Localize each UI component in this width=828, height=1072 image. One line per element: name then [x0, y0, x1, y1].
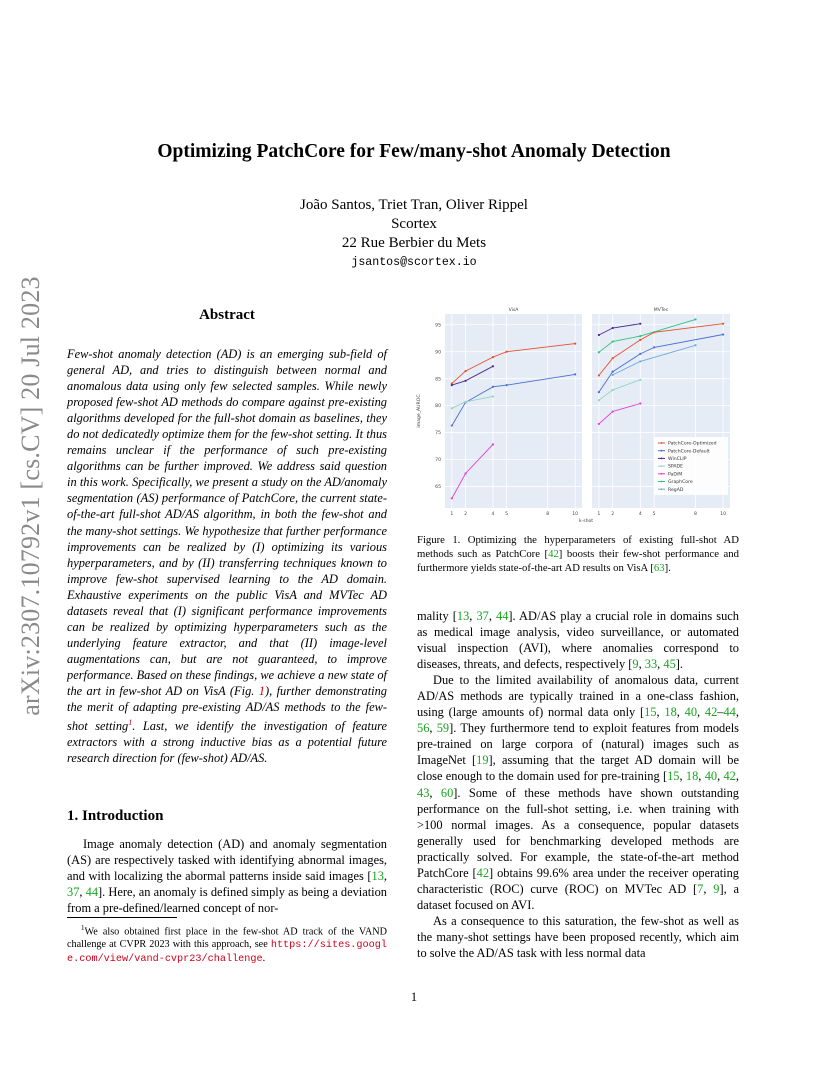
page-number: 1	[410, 990, 418, 1004]
data-point	[612, 389, 614, 391]
text-part: ,	[657, 657, 664, 672]
data-point	[492, 356, 494, 358]
legend-marker	[661, 450, 663, 452]
data-point	[639, 353, 641, 355]
data-point	[451, 424, 453, 426]
y-axis-label: image_AUROC	[417, 394, 422, 428]
data-point	[492, 386, 494, 388]
data-point	[574, 373, 576, 375]
data-point	[492, 395, 494, 397]
text-part: Due to the limited availability of anomalous data, current AD/AS methods are typically trained in a one-class fashion, using (large amounts of) normal data only [	[417, 673, 739, 720]
data-point	[598, 351, 600, 353]
data-point	[464, 401, 466, 403]
data-point	[451, 384, 453, 386]
text-part: ,	[638, 657, 645, 672]
data-point	[639, 360, 641, 362]
intro-part: Image anomaly detection (AD) and anomaly segmentation (AS) are respectively tasked with identifying abnormal images, and with localizing the abormal patterns inside said images [	[67, 837, 387, 884]
citation-link[interactable]: 59	[436, 721, 450, 736]
y-tick-label: 70	[435, 458, 441, 464]
figure-caption	[417, 533, 739, 575]
x-tick-label: 10	[572, 512, 579, 517]
citation-link[interactable]: 13	[371, 869, 384, 884]
text-part: ,	[656, 705, 665, 720]
text-part: ,	[697, 705, 705, 720]
text-part: –	[717, 705, 724, 720]
text-part: ,	[469, 609, 477, 623]
right-column-text	[417, 608, 739, 961]
legend-entry: GraphCore	[668, 480, 693, 486]
figure-1-chart	[410, 300, 740, 525]
text-part: mality [	[417, 609, 457, 623]
footnote	[67, 922, 387, 966]
panel-title: VisA	[508, 308, 519, 313]
data-point	[451, 497, 453, 499]
data-point	[694, 344, 696, 346]
data-point	[492, 443, 494, 445]
text-part: ,	[698, 769, 705, 784]
y-tick-label: 95	[435, 323, 441, 329]
x-tick-label: 5	[652, 512, 656, 517]
data-point	[639, 402, 641, 404]
y-tick-label: 65	[435, 485, 441, 491]
author-email[interactable]: jsantos@scortex.io	[351, 256, 477, 269]
citation-link[interactable]: 44	[723, 705, 736, 720]
address: 22 Rue Berbier du Mets	[341, 235, 487, 251]
arxiv-id-text: arXiv:2307.10792v1 [cs.CV] 20 Jul 2023	[16, 276, 45, 716]
caption-part: ] boosts their few-shot performance and furthermore yields state-of-the-art AD results on VisA [	[417, 548, 739, 574]
data-point	[464, 380, 466, 382]
citation-link[interactable]: 33	[644, 657, 658, 672]
text-part: ].	[675, 657, 683, 672]
text-part: ,	[735, 769, 739, 784]
y-tick-label: 80	[435, 404, 441, 410]
citation-link[interactable]: 19	[476, 753, 489, 768]
data-point	[506, 351, 508, 353]
citation-link[interactable]: 42	[723, 769, 736, 784]
citation-link[interactable]: 13	[456, 609, 470, 623]
data-point	[722, 333, 724, 335]
legend-marker	[661, 442, 663, 444]
legend-entry: PatchCore-Optimized	[668, 441, 717, 447]
citation-link[interactable]: 42	[548, 548, 559, 560]
intro-part: ]. Here, an anomaly is defined simply as being a deviation from a pre-defined/learned concept of nor-	[67, 885, 388, 916]
legend-marker	[661, 488, 663, 490]
data-point	[612, 357, 614, 359]
x-tick-label: 5	[505, 512, 509, 517]
citation-link[interactable]: 7	[697, 881, 704, 896]
footnote-end: .	[262, 953, 266, 965]
paper-title: Optimizing PatchCore for Few/many-shot Anomaly Detection	[157, 141, 671, 162]
x-axis-label: k-shot	[578, 519, 594, 524]
legend-marker	[661, 473, 663, 475]
legend-entry: WinCLIP	[668, 457, 687, 462]
citation-link[interactable]: 43	[417, 785, 430, 800]
data-point	[612, 371, 614, 373]
x-tick-label: 2	[464, 512, 468, 517]
y-tick-label: 90	[435, 350, 441, 356]
separator: ,	[383, 869, 387, 884]
data-point	[506, 384, 508, 386]
separator: ,	[79, 885, 86, 900]
citation-link[interactable]: 15	[667, 769, 680, 784]
legend-entry: PaDiM	[668, 472, 683, 478]
data-point	[722, 323, 724, 325]
text-part: ,	[735, 705, 739, 720]
citation-link[interactable]: 45	[663, 657, 676, 672]
arxiv-identifier	[14, 276, 48, 716]
text-part: ,	[429, 785, 441, 800]
text-part: ,	[679, 769, 686, 784]
x-tick-label: 1	[450, 512, 454, 517]
abstract-heading: Abstract	[199, 307, 255, 323]
data-point	[598, 399, 600, 401]
text-part: ]. Some of these methods have shown outstanding performance on the full-shot setting, i.e. when training with >100 normal images. As a consequence, popular datasets generally used for benchmarking developed methods are practically solved. For example, the state-of-the-art method PatchCore [	[417, 785, 739, 880]
data-point	[464, 370, 466, 372]
y-tick-label: 85	[435, 377, 441, 383]
citation-link[interactable]: 37	[67, 885, 80, 900]
data-point	[574, 343, 576, 345]
text-part: ], assuming that the target AD domain will be close enough to the domain used for pre-training [	[417, 753, 739, 784]
data-point	[639, 323, 641, 325]
legend-entry: RegAD	[668, 487, 684, 493]
footnote-url-link[interactable]: https://sites.google.com/view/vand-cvpr23/challenge	[67, 940, 387, 966]
affiliation: Scortex	[391, 216, 437, 232]
x-tick-label: 10	[720, 512, 727, 517]
x-tick-label: 4	[491, 512, 495, 517]
text-part: ,	[429, 721, 437, 736]
introduction-text	[67, 836, 387, 916]
citation-link[interactable]: 15	[644, 705, 657, 720]
data-point	[639, 339, 641, 341]
section-heading-introduction: 1. Introduction	[67, 808, 164, 824]
data-point	[612, 327, 614, 329]
data-point	[653, 346, 655, 348]
citation-link[interactable]: 18	[685, 769, 699, 784]
data-point	[612, 374, 614, 376]
data-point	[639, 379, 641, 381]
data-point	[612, 340, 614, 342]
footnote-link[interactable]: 1	[128, 718, 133, 728]
abstract-part: ), further demonstrating the merit of adapting pre-existing AD/AS methods to the few-shot setting	[67, 683, 387, 734]
abstract-part: Few-shot anomaly detection (AD) is an emerging sub-field of general AD, and tries to distinguish between normal and anomalous data using only few selected samples. While newly proposed few-shot AD methods do compare against pre-existing algorithms developed for the full-shot domain as baselines, they do not dedicatedly optimize them for the few-shot setting. It thus remains unclear if the performance of such pre-existing algorithms can be further improved. We address said question in this work. Specifically, we present a study on the AD/anomaly segmentation (AS) performance of PatchCore, the current state-of-the-art full-shot AD/AS algorithm, in both the few-shot and the many-shot settings. We hypothesize that further performance improvements can be realized by (I) optimizing its various hyperparameters, and by (II) transferring techniques known to improve few-shot supervised learning to the AD domain. Exhaustive experiments on the public VisA and MVTec AD datasets reveal that (I) significant performance improvements can be realized by optimizing hyperparameters such as the underlying feature extractor, and that (II) image-level augmentations can, but are not guaranteed, to improve performance. Based on these findings, we achieve a new state of the art in few-shot AD on VisA (Fig.	[67, 347, 387, 698]
text-part: ,	[703, 881, 714, 896]
citation-link[interactable]: 40	[684, 705, 698, 720]
citation-link[interactable]: 42	[704, 705, 718, 720]
data-point	[598, 374, 600, 376]
data-point	[492, 365, 494, 367]
citation-link[interactable]: 44	[496, 609, 509, 623]
data-point	[598, 423, 600, 425]
data-point	[598, 391, 600, 393]
text-part: ] obtains 99.6% area under the receiver operating characteristic (ROC) curve (ROC) on MVTec AD [	[417, 865, 739, 896]
legend-entry: SPADE	[668, 464, 683, 470]
footnote-rule	[67, 917, 177, 918]
text-part: ,	[488, 609, 497, 623]
legend-marker	[661, 481, 663, 483]
citation-link[interactable]: 60	[440, 785, 454, 800]
legend-marker	[661, 458, 663, 460]
text-part: ]. They furthermore tend to exploit features from models pre-trained on large corpora of (natural) images such as ImageNet [	[417, 721, 739, 768]
citation-link[interactable]: 42	[476, 865, 490, 880]
x-tick-label: 8	[694, 512, 697, 517]
x-tick-label: 1	[597, 512, 601, 517]
authors: João Santos, Triet Tran, Oliver Rippel	[300, 197, 528, 213]
abstract-text	[67, 346, 387, 766]
footnote-mark: 1	[81, 924, 85, 932]
author-block	[0, 196, 828, 253]
abstract-part: . Last, we identify the investigation of feature extractors with a strong inductive bias as a potential future research direction for (few-shot) AD/AS.	[67, 719, 387, 766]
citation-link[interactable]: 40	[704, 769, 718, 784]
x-tick-label: 8	[546, 512, 550, 517]
text-part: ,	[676, 705, 685, 720]
text-part: ,	[717, 769, 724, 784]
data-point	[598, 334, 600, 336]
data-point	[451, 407, 453, 409]
x-tick-label: 2	[611, 512, 615, 517]
paragraph-2	[417, 672, 739, 913]
data-point	[694, 318, 696, 320]
citation-link[interactable]: 9	[632, 657, 639, 672]
citation-link[interactable]: 9	[713, 881, 720, 896]
paragraph-3: As a consequence to this saturation, the few-shot as well as the many-shot settings have been proposed recently, which aim to solve the AD/AS task with less normal data	[417, 913, 739, 960]
legend-marker	[661, 465, 663, 467]
paragraph-1	[417, 608, 739, 672]
y-tick-label: 75	[435, 431, 441, 437]
citation-link[interactable]: 44	[85, 885, 99, 900]
caption-part: ].	[664, 562, 671, 574]
x-tick-label: 4	[638, 512, 642, 517]
caption-part: Figure 1. Optimizing the hyperparameters of existing full-shot AD methods such as PatchCore [	[417, 534, 739, 560]
data-point	[612, 410, 614, 412]
data-point	[464, 472, 466, 474]
citation-link[interactable]: 63	[653, 562, 665, 574]
data-point	[639, 335, 641, 337]
panel-title: MVTec	[653, 308, 669, 313]
text-part: ], a dataset focused on AVI.	[417, 881, 739, 912]
figure-link[interactable]: 1	[258, 683, 265, 698]
citation-link[interactable]: 37	[476, 609, 489, 623]
citation-link[interactable]: 56	[417, 721, 430, 736]
footnote-text: We also obtained first place in the few-shot AD track of the VAND challenge at CVPR 2023 with this approach, see	[67, 926, 387, 951]
text-part: ]. AD/AS play a crucial role in domains such as medical image analysis, video surveillance, or automated visual inspection (AVI), where anomalies correspond to diseases, threats, and defects, respectively [	[417, 609, 739, 672]
legend-entry: PatchCore-Default	[668, 449, 710, 455]
citation-link[interactable]: 18	[664, 705, 677, 720]
